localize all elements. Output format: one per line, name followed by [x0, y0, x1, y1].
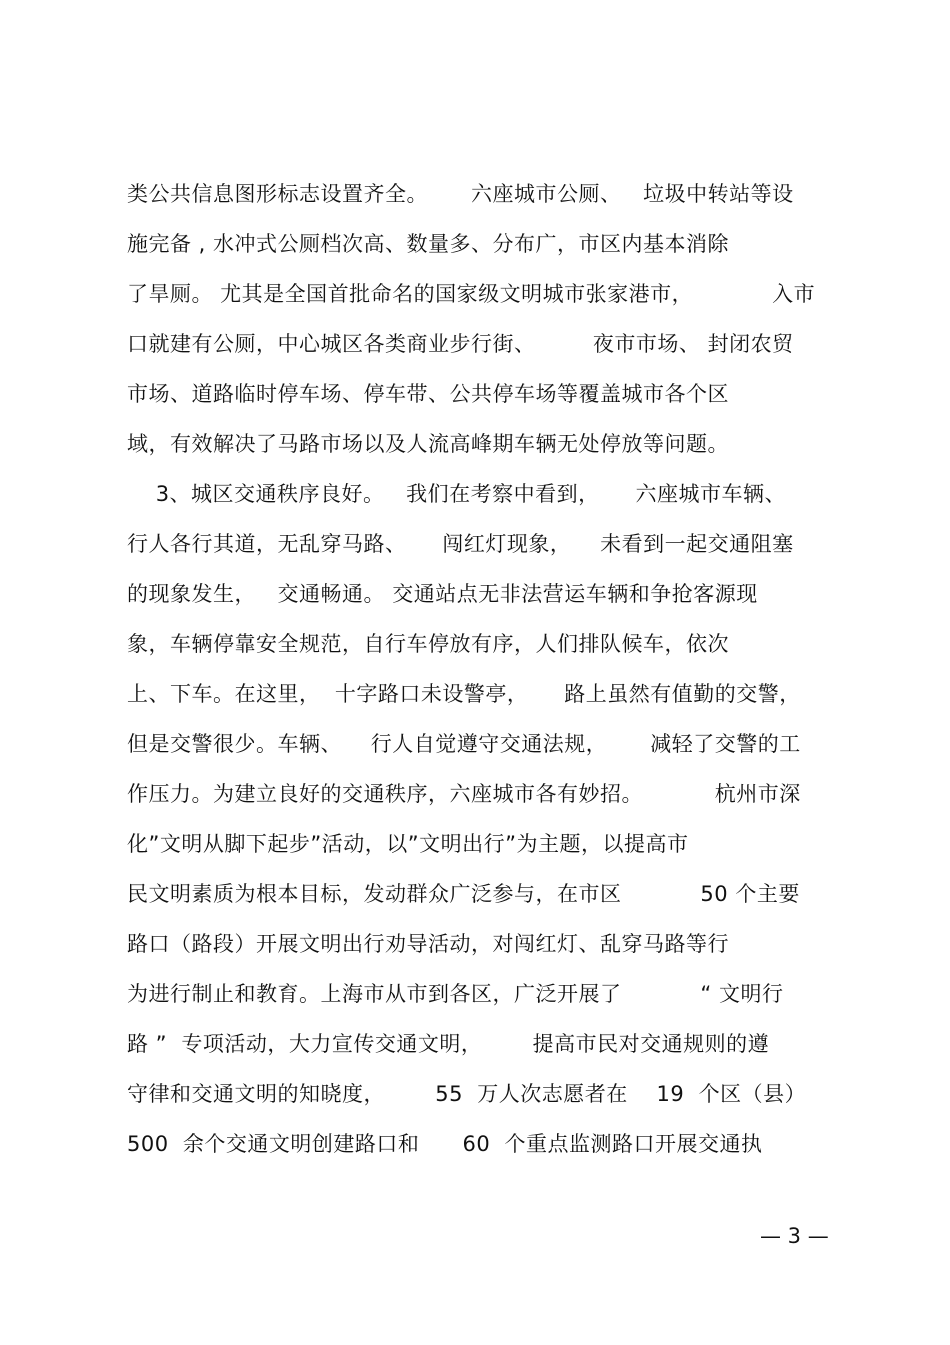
text-line-12: 但是交警很少。车辆、 行人自觉遵守交通法规， 减轻了交警的工 — [127, 732, 801, 756]
text-line-19: 守律和交通文明的知晓度， 55 万人次志愿者在 19 个区（县） — [127, 1082, 807, 1106]
text-line-13: 作压力。为建立良好的交通秩序，六座城市各有妙招。 杭州市深 — [127, 782, 801, 806]
text-line-15: 民文明素质为根本目标，发动群众广泛参与，在市区 50 个主要 — [127, 882, 800, 906]
text-line-16: 路口（路段）开展文明出行劝导活动，对闯红灯、乱穿马路等行 — [127, 932, 729, 956]
text-line-11: 上、下车。在这里， 十字路口未设警亭， 路上虽然有值勤的交警， — [127, 682, 801, 706]
text-line-1: 类公共信息图形标志设置齐全。 六座城市公厕、 垃圾中转站等设 — [127, 182, 794, 206]
text-line-18: 路 ” 专项活动，大力宣传交通文明， 提高市民对交通规则的遵 — [127, 1032, 770, 1056]
text-line-10: 象，车辆停靠安全规范，自行车停放有序，人们排队候车，依次 — [127, 632, 729, 656]
text-line-5: 市场、道路临时停车场、停车带、公共停车场等覆盖城市各个区 — [127, 382, 729, 406]
text-line-6: 域，有效解决了马路市场以及人流高峰期车辆无处停放等问题。 — [127, 432, 729, 456]
text-line-14: 化”文明从脚下起步”活动，以”文明出行”为主题，以提高市 — [127, 832, 689, 856]
text-line-20: 500 余个交通文明创建路口和 60 个重点监测路口开展交通执 — [127, 1132, 763, 1156]
text-line-8: 行人各行其道，无乱穿马路、 闯红灯现象， 未看到一起交通阻塞 — [127, 532, 794, 556]
text-line-9: 的现象发生， 交通畅通。 交通站点无非法营运车辆和争抢客源现 — [127, 582, 758, 606]
page-number: — 3 — — [760, 1224, 829, 1248]
text-line-2: 施完备 , 水冲式公厕档次高、数量多、分布广，市区内基本消除 — [127, 232, 730, 256]
text-line-4: 口就建有公厕，中心城区各类商业步行街、 夜市市场、 封闭农贸 — [127, 332, 794, 356]
text-line-7: 3、城区交通秩序良好。 我们在考察中看到， 六座城市车辆、 — [127, 482, 786, 506]
text-line-3: 了旱厕。 尤其是全国首批命名的国家级文明城市张家港市， 入市 — [127, 282, 816, 306]
text-line-17: 为进行制止和教育。上海市从市到各区，广泛开展了 “ 文明行 — [127, 982, 784, 1006]
